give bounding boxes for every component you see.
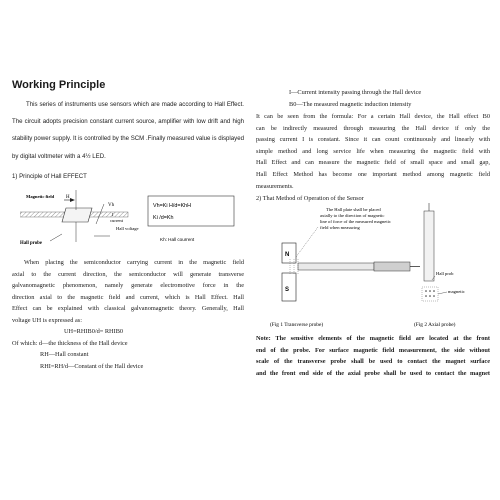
intro-line: stability power supply. It is controlled by the SCM .Finally measured value is displayed — [12, 135, 244, 143]
formula-1: Vh=Ki H/d=KhH — [153, 203, 192, 209]
definition-line: RHI=RH/d—Constant of the Hall device — [40, 362, 144, 370]
para-line: galvanomagnetic phenomenon, namely generate electromotive force in the — [12, 282, 244, 289]
para-line: measurements. — [256, 182, 294, 190]
caption-transverse: (Fig 1 Transverse probe) — [270, 322, 324, 328]
north-label: N — [285, 252, 290, 258]
axial-probe — [424, 211, 434, 281]
callout-line: field when measuring — [320, 225, 360, 230]
hall-probe-label: Hall probe — [20, 241, 42, 246]
kh-label: Kh: Hall courrent — [160, 237, 195, 242]
para-line: Hall Effect Method has become one important method among magnetic field — [256, 170, 490, 178]
transverse-probe — [298, 263, 374, 270]
formula-2: Ki /d=Kh — [153, 215, 174, 221]
magnetic-pointer — [438, 292, 447, 294]
h-label: H — [66, 195, 70, 200]
hall-effect-diagram — [20, 184, 240, 254]
para-line: When placing the semiconductor carrying current in the magnetic field — [24, 259, 244, 266]
para-line: direction axial to the magnetic field and current, which is Hall Effect. Hall — [12, 293, 244, 301]
field-dot — [433, 290, 435, 292]
definition-line: Of which: d—the thickness of the Hall device — [12, 339, 128, 347]
magnetic-label: magnetic — [448, 289, 465, 294]
i-label: I — [112, 212, 114, 217]
intro-paragraph — [12, 99, 244, 162]
vh-label: Vh — [108, 203, 115, 208]
para-line: axial to the current direction, the semiconductor will generate transverse — [12, 270, 244, 278]
para-line: Hall Effect and can measure the magnetic field of small space and small gap, — [256, 159, 490, 167]
hall-effect-paragraph — [12, 257, 244, 372]
intro-line: by digital voltmeter with a 4½ LED. — [12, 152, 106, 160]
note-line: end of the probe. For surface magnetic field measurement, the side without — [256, 346, 490, 354]
para-line: Effect can be explained with classical galvanomagnetic theory. Generally, Hall — [12, 305, 244, 312]
para-line: passing current I is constant. Since it can count continuously and linearly with — [256, 136, 490, 144]
field-arrow-icon — [70, 198, 75, 202]
para-line: voltage UH is expressed as: — [12, 316, 82, 324]
section-heading-2: 2) That Method of Operation of the Sensor — [256, 195, 364, 202]
measurement-paragraph — [256, 111, 490, 192]
semiconductor-slab — [62, 208, 92, 222]
hall-rail-left — [20, 212, 68, 217]
magnetic-field-label: Magnetic field — [26, 194, 55, 199]
probe-handle — [374, 262, 410, 271]
intro-line: This series of instruments use sensors which are made according to Hall Effect. — [26, 101, 244, 108]
para-line: simple method and long service life when measuring the magnetic field with — [256, 147, 490, 155]
field-dot — [425, 295, 427, 297]
note-line: Note: The sensitive elements of the magnetic field are located at the front — [256, 335, 490, 342]
current-label: current — [110, 218, 124, 223]
callout-line: line of force of the measured magnetic — [320, 219, 391, 224]
field-dot — [429, 290, 431, 292]
callout-line: axially to the direction of magnetic — [320, 213, 385, 218]
section-heading-1: 1) Principle of Hall EFFECT — [12, 173, 87, 180]
page-title: Working Principle — [12, 79, 106, 91]
hall-prob-label: Hall prob — [436, 271, 454, 276]
caption-axial: (Fig 2 Axial probe) — [414, 322, 456, 328]
field-dot — [429, 295, 431, 297]
field-dot — [425, 290, 427, 292]
probe-pointer — [50, 234, 62, 241]
definition-line: B0—The measured magnetic induction intensity — [289, 100, 412, 108]
field-dot — [433, 295, 435, 297]
callout-pointer — [296, 227, 318, 257]
definition-line: I—Current intensity passing through the Hall device — [289, 89, 422, 96]
hall-equation: UH=RHIB0/d= RHIB0 — [64, 328, 124, 335]
formula-box — [148, 196, 234, 226]
magnet-surface — [422, 287, 438, 301]
south-label: S — [285, 287, 290, 293]
right-definitions — [256, 87, 492, 110]
callout-line: The Hall plate shall be placed — [326, 207, 381, 212]
hall-voltage-label: Hall voltage — [116, 226, 139, 231]
para-line: It can be seen from the formula: For a certain Hall device, the Hall effect B0 — [256, 113, 490, 120]
note-line: and the front end side of the axial probe shall be used to contact the magnet — [256, 369, 490, 377]
para-line: can be indirectly measured through measuring the Hall device if only the — [256, 124, 490, 132]
note-line: scale of the transverse probe shall be used to contact the magnet surface — [256, 358, 490, 366]
definition-line: RH—Hall constant — [40, 351, 89, 358]
sensor-operation-diagram — [270, 203, 492, 331]
note-paragraph — [256, 333, 490, 379]
intro-line: The circuit adopts precision constant current source, amplifier with low drift and high — [12, 118, 244, 126]
